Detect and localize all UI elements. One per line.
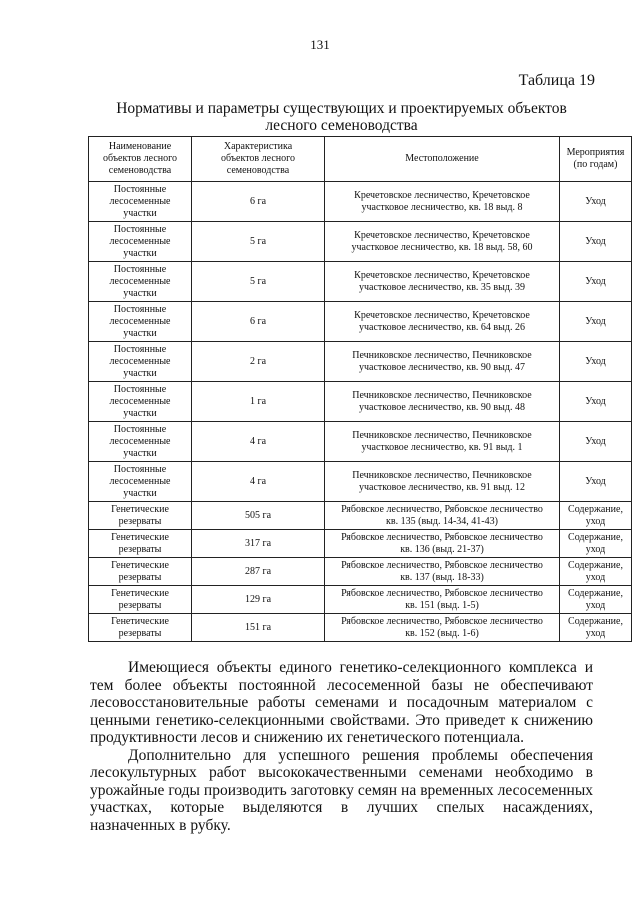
cell-text-line: Печниковское лесничество, Печниковское <box>352 349 532 361</box>
table-row <box>89 302 632 342</box>
cell-activities <box>560 422 632 462</box>
header-text-line: Мероприятия <box>566 147 625 158</box>
cell-characteristic: 2 га <box>192 342 325 382</box>
cell-text-line: Уход <box>585 235 606 247</box>
cell-characteristic: 5 га <box>192 262 325 302</box>
cell-object-name <box>89 182 192 222</box>
cell-text-line: участки <box>123 207 157 219</box>
header-text-line: Характеристика <box>223 141 293 152</box>
table-label: Таблица 19 <box>518 72 595 89</box>
cell-location <box>325 422 560 462</box>
cell-object-name <box>89 586 192 614</box>
cell-location <box>325 614 560 642</box>
cell-text-line: Содержание, <box>568 587 623 599</box>
cell-activities <box>560 302 632 342</box>
body-text <box>90 659 593 834</box>
cell-characteristic: 6 га <box>192 302 325 342</box>
cell-text-line: Постоянные <box>113 423 167 435</box>
table-row <box>89 614 632 642</box>
cell-text-line: участковое лесничество, кв. 18 выд. 8 <box>361 201 523 213</box>
cell-text-line: Генетические <box>111 587 169 599</box>
header-text-line: объектов лесного <box>103 153 177 164</box>
cell-text-line: Рябовское лесничество, Рябовское лесничество <box>341 587 543 599</box>
header-text-line: объектов лесного <box>221 153 295 164</box>
cell-text-line: участковое лесничество, кв. 64 выд. 26 <box>359 321 525 333</box>
cell-text-line: кв. 136 (выд. 21-37) <box>400 543 484 555</box>
cell-activities <box>560 502 632 530</box>
cell-text-line: участковое лесничество, кв. 91 выд. 1 <box>361 441 523 453</box>
table-row <box>89 382 632 422</box>
cell-location <box>325 302 560 342</box>
cell-text-line: Уход <box>585 275 606 287</box>
cell-text-line: Уход <box>585 315 606 327</box>
table-row <box>89 182 632 222</box>
cell-activities <box>560 462 632 502</box>
cell-location <box>325 462 560 502</box>
table-row <box>89 222 632 262</box>
cell-location <box>325 342 560 382</box>
table-title <box>88 100 595 134</box>
header-text-line: Местоположение <box>405 153 479 164</box>
cell-text-line: Уход <box>585 475 606 487</box>
cell-characteristic: 1 га <box>192 382 325 422</box>
cell-text-line: Рябовское лесничество, Рябовское лесничество <box>341 531 543 543</box>
table-row <box>89 558 632 586</box>
cell-text-line: Постоянные <box>113 183 167 195</box>
cell-text-line: Постоянные <box>113 223 167 235</box>
cell-text-line: резерваты <box>118 571 162 583</box>
cell-location <box>325 262 560 302</box>
body-paragraph: Имеющиеся объекты единого генетико-селекционного комплекса и тем более объекты постоянной лесосеменной базы не обеспечивают лесовосстановительные работы семенами и посадочным материалом с ценными генетико-селекционными свойствами. Это приведет к снижению продуктивности лесов и снижению их генетического потенциала. <box>90 659 593 746</box>
cell-object-name <box>89 614 192 642</box>
header-activities <box>560 137 632 182</box>
cell-text-line: Постоянные <box>113 463 167 475</box>
cell-text-line: резерваты <box>118 515 162 527</box>
cell-characteristic: 505 га <box>192 502 325 530</box>
cell-text-line: лесосеменные <box>109 275 171 287</box>
cell-text-line: уход <box>585 571 606 583</box>
cell-text-line: Рябовское лесничество, Рябовское лесничество <box>341 559 543 571</box>
cell-characteristic: 4 га <box>192 422 325 462</box>
cell-object-name <box>89 262 192 302</box>
cell-location <box>325 182 560 222</box>
cell-text-line: резерваты <box>118 543 162 555</box>
cell-text-line: лесосеменные <box>109 435 171 447</box>
cell-text-line: Печниковское лесничество, Печниковское <box>352 429 532 441</box>
cell-text-line: участки <box>123 407 157 419</box>
cell-activities <box>560 342 632 382</box>
cell-text-line: Уход <box>585 195 606 207</box>
header-text-line: семеноводства <box>108 165 172 176</box>
cell-activities <box>560 262 632 302</box>
cell-activities <box>560 558 632 586</box>
table-row <box>89 422 632 462</box>
cell-object-name <box>89 342 192 382</box>
cell-location <box>325 382 560 422</box>
cell-activities <box>560 222 632 262</box>
cell-text-line: Постоянные <box>113 383 167 395</box>
cell-text-line: участки <box>123 247 157 259</box>
cell-characteristic: 151 га <box>192 614 325 642</box>
cell-text-line: Содержание, <box>568 531 623 543</box>
cell-text-line: Постоянные <box>113 263 167 275</box>
cell-text-line: участковое лесничество, кв. 90 выд. 47 <box>359 361 525 373</box>
cell-text-line: кв. 152 (выд. 1-6) <box>405 627 479 639</box>
cell-activities <box>560 614 632 642</box>
cell-text-line: участки <box>123 447 157 459</box>
cell-text-line: Печниковское лесничество, Печниковское <box>352 389 532 401</box>
cell-text-line: участки <box>123 487 157 499</box>
header-text-line: семеноводства <box>226 165 290 176</box>
cell-location <box>325 222 560 262</box>
header-characteristic <box>192 137 325 182</box>
cell-text-line: Кречетовское лесничество, Кречетовское <box>354 309 530 321</box>
cell-text-line: участковое лесничество, кв. 35 выд. 39 <box>359 281 525 293</box>
table-row <box>89 262 632 302</box>
table-body <box>89 182 632 642</box>
cell-characteristic: 317 га <box>192 530 325 558</box>
cell-characteristic: 129 га <box>192 586 325 614</box>
cell-text-line: Уход <box>585 435 606 447</box>
cell-text-line: Постоянные <box>113 343 167 355</box>
cell-activities <box>560 182 632 222</box>
cell-text-line: резерваты <box>118 627 162 639</box>
cell-text-line: Содержание, <box>568 503 623 515</box>
cell-text-line: участки <box>123 367 157 379</box>
cell-location <box>325 530 560 558</box>
cell-object-name <box>89 558 192 586</box>
header-text-line: (по годам) <box>573 159 618 170</box>
cell-object-name <box>89 222 192 262</box>
cell-text-line: уход <box>585 627 606 639</box>
cell-characteristic: 5 га <box>192 222 325 262</box>
seed-objects-table <box>88 136 632 642</box>
cell-characteristic: 4 га <box>192 462 325 502</box>
cell-object-name <box>89 382 192 422</box>
cell-text-line: участки <box>123 327 157 339</box>
cell-object-name <box>89 422 192 462</box>
cell-text-line: Рябовское лесничество, Рябовское лесничество <box>341 615 543 627</box>
cell-object-name <box>89 530 192 558</box>
cell-text-line: участковое лесничество, кв. 18 выд. 58, 60 <box>351 241 533 253</box>
cell-object-name <box>89 502 192 530</box>
table-title-line: лесного семеноводства <box>265 117 418 134</box>
table-row <box>89 342 632 382</box>
table-row <box>89 502 632 530</box>
cell-text-line: Уход <box>585 395 606 407</box>
page-number: 131 <box>310 37 330 52</box>
cell-location <box>325 502 560 530</box>
cell-location <box>325 586 560 614</box>
cell-text-line: уход <box>585 599 606 611</box>
cell-text-line: кв. 151 (выд. 1-5) <box>405 599 479 611</box>
table-row <box>89 586 632 614</box>
cell-text-line: Уход <box>585 355 606 367</box>
table-row <box>89 530 632 558</box>
cell-text-line: Генетические <box>111 559 169 571</box>
cell-characteristic: 6 га <box>192 182 325 222</box>
cell-text-line: Кречетовское лесничество, Кречетовское <box>354 269 530 281</box>
cell-text-line: участковое лесничество, кв. 90 выд. 48 <box>359 401 525 413</box>
cell-object-name <box>89 302 192 342</box>
cell-text-line: Печниковское лесничество, Печниковское <box>352 469 532 481</box>
cell-location <box>325 558 560 586</box>
cell-text-line: лесосеменные <box>109 315 171 327</box>
table-title-line: Нормативы и параметры существующих и проектируемых объектов <box>116 100 567 117</box>
cell-text-line: Содержание, <box>568 615 623 627</box>
cell-text-line: резерваты <box>118 599 162 611</box>
cell-text-line: лесосеменные <box>109 195 171 207</box>
cell-text-line: Генетические <box>111 615 169 627</box>
cell-text-line: Постоянные <box>113 303 167 315</box>
cell-text-line: лесосеменные <box>109 235 171 247</box>
cell-text-line: участки <box>123 287 157 299</box>
header-text-line: Наименование <box>108 141 172 152</box>
header-location <box>325 137 560 182</box>
cell-text-line: лесосеменные <box>109 355 171 367</box>
cell-text-line: участковое лесничество, кв. 91 выд. 12 <box>359 481 525 493</box>
cell-text-line: лесосеменные <box>109 395 171 407</box>
cell-text-line: Кречетовское лесничество, Кречетовское <box>354 189 530 201</box>
table-header-row <box>89 137 632 182</box>
cell-text-line: кв. 137 (выд. 18-33) <box>400 571 484 583</box>
table-row <box>89 462 632 502</box>
cell-characteristic: 287 га <box>192 558 325 586</box>
cell-text-line: Генетические <box>111 531 169 543</box>
cell-activities <box>560 530 632 558</box>
cell-activities <box>560 382 632 422</box>
cell-object-name <box>89 462 192 502</box>
body-paragraph: Дополнительно для успешного решения проблемы обеспечения лесокультурных работ высококачественными семенами необходимо в урожайные годы производить заготовку семян на временных лесосеменных участках, которые выделяются в лучших спелых насаждениях, назначенных в рубку. <box>90 746 593 834</box>
header-object-name <box>89 137 192 182</box>
cell-text-line: кв. 135 (выд. 14-34, 41-43) <box>386 515 498 527</box>
cell-text-line: лесосеменные <box>109 475 171 487</box>
cell-text-line: Генетические <box>111 503 169 515</box>
cell-text-line: Рябовское лесничество, Рябовское лесничество <box>341 503 543 515</box>
cell-text-line: Кречетовское лесничество, Кречетовское <box>354 229 530 241</box>
cell-text-line: уход <box>585 515 606 527</box>
cell-activities <box>560 586 632 614</box>
cell-text-line: Содержание, <box>568 559 623 571</box>
cell-text-line: уход <box>585 543 606 555</box>
